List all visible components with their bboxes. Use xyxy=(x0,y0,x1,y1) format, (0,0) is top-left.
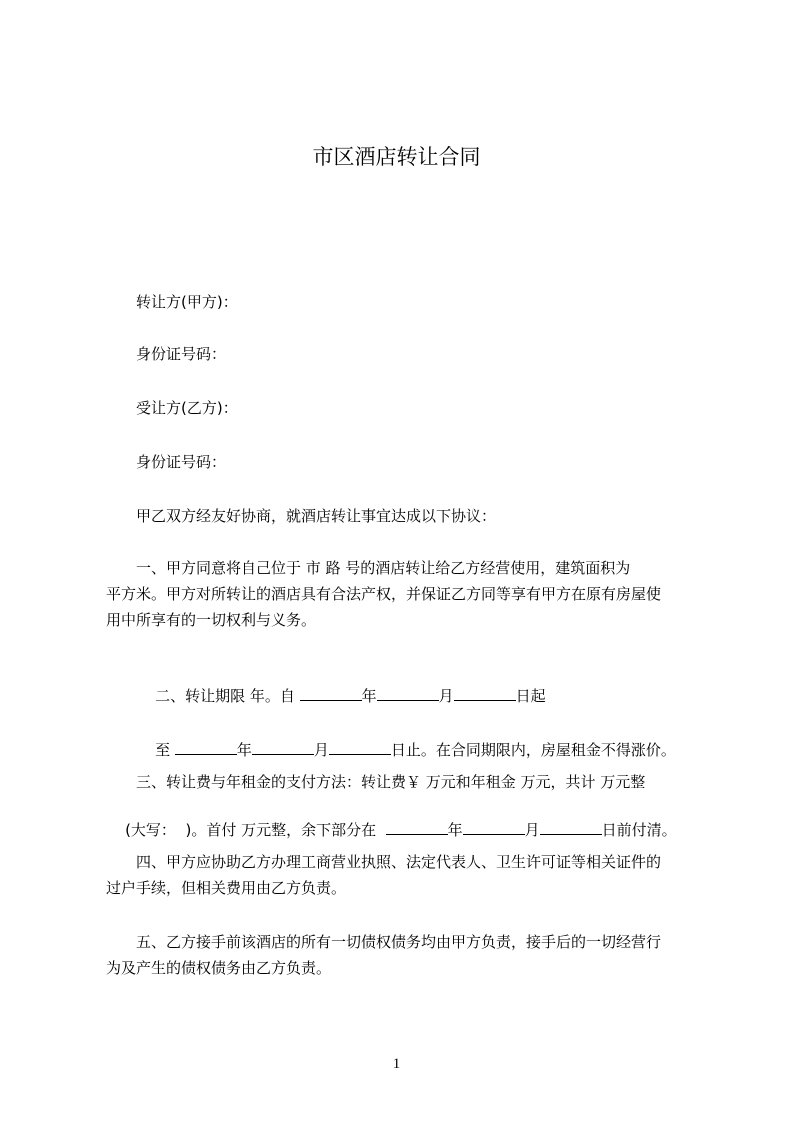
intro-paragraph: 甲乙双方经友好协商，就酒店转让事宜达成以下协议： xyxy=(136,507,497,525)
end-day-label: 日止。在合同期限内，房屋租金不得涨价。 xyxy=(390,741,676,759)
start-month-blank xyxy=(377,685,439,701)
end-month-label: 月 xyxy=(313,741,329,759)
end-day-blank xyxy=(329,739,391,755)
start-year-label: 年 xyxy=(361,687,377,705)
clause-5-line-1: 五、乙方接手前该酒店的所有一切债权债务均由甲方负责，接手后的一切经营行 xyxy=(136,933,662,951)
start-year-blank xyxy=(300,685,362,701)
payment-year-label: 年 xyxy=(447,821,463,839)
start-month-label: 月 xyxy=(438,687,454,705)
document-title: 市区酒店转让合同 xyxy=(312,145,481,169)
clause-1-line-3: 用中所享有的一切权利与义务。 xyxy=(106,611,317,629)
payment-month-blank xyxy=(463,819,525,835)
end-year-blank xyxy=(175,739,237,755)
payment-month-label: 月 xyxy=(524,821,540,839)
clause-4-line-2: 过户手续，但相关费用由乙方负责。 xyxy=(106,879,347,897)
page-number: 1 xyxy=(392,1056,401,1072)
transferee-label: 受让方(乙方)： xyxy=(136,399,238,417)
transferee-id-label: 身份证号码： xyxy=(136,453,227,471)
start-day-label: 日起 xyxy=(515,687,546,705)
transferor-label: 转让方(甲方)： xyxy=(136,293,238,311)
clause-2-term-text: 二、转让期限 年。自 xyxy=(155,687,300,705)
clause-1-line-2: 平方米。甲方对所转让的酒店具有合法产权，并保证乙方同等享有甲方在原有房屋使 xyxy=(106,585,662,603)
clause-3-line-1: 三、转让费与年租金的支付方法：转让费￥ 万元和年租金 万元，共计 万元整 xyxy=(136,773,646,791)
clause-5-line-2: 为及产生的债权债务由乙方负责。 xyxy=(106,959,332,977)
transferor-id-label: 身份证号码： xyxy=(136,345,227,363)
clause-4-line-1: 四、甲方应协助乙方办理工商营业执照、法定代表人、卫生许可证等相关证件的 xyxy=(136,853,662,871)
clause-3-prefix: (大写： )。首付 万元整，余下部分在 xyxy=(125,821,386,839)
clause-2-until-text: 至 xyxy=(155,741,175,759)
end-year-label: 年 xyxy=(236,741,252,759)
payment-day-blank xyxy=(540,819,602,835)
end-month-blank xyxy=(252,739,314,755)
clause-1-line-1: 一、甲方同意将自己位于 市 路 号的酒店转让给乙方经营使用，建筑面积为 xyxy=(136,559,631,577)
payment-day-label: 日前付清。 xyxy=(601,821,677,839)
payment-year-blank xyxy=(386,819,448,835)
start-day-blank xyxy=(454,685,516,701)
